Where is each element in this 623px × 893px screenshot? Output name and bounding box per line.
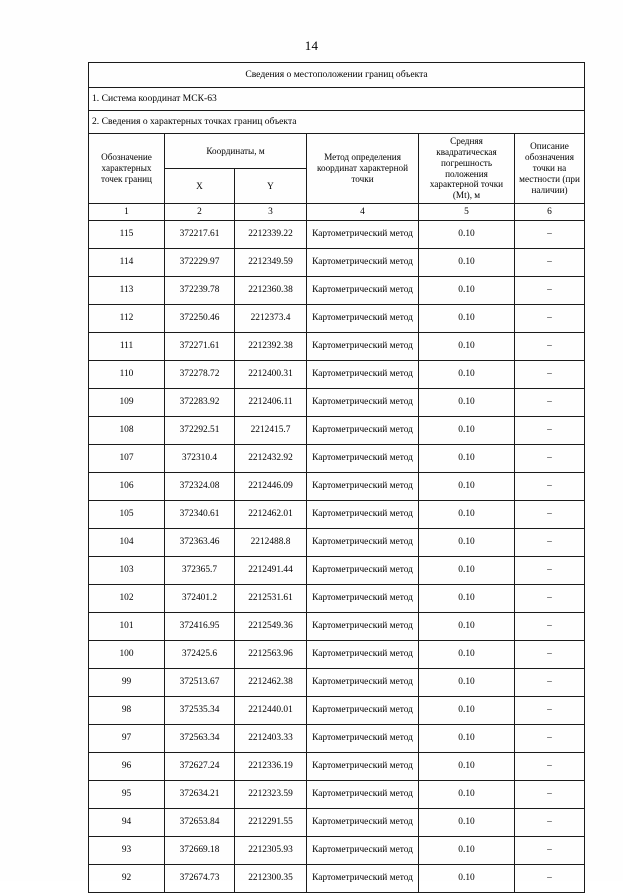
cell-mean-square-error: 0.10 (419, 389, 515, 417)
header-point-designation: Обозначение характерных точек границ (89, 134, 165, 204)
cell-mean-square-error: 0.10 (419, 445, 515, 473)
table-row (89, 249, 585, 277)
cell-coordinate-y: 2212462.01 (235, 501, 307, 529)
cell-mean-square-error: 0.10 (419, 585, 515, 613)
cell-method: Картометрический метод (307, 557, 419, 585)
characteristic-points-label: 2. Сведения о характерных точках границ объекта (89, 111, 585, 134)
cell-method: Картометрический метод (307, 529, 419, 557)
cell-mean-square-error: 0.10 (419, 221, 515, 249)
table-row (89, 837, 585, 865)
cell-coordinate-x: 372292.51 (165, 417, 235, 445)
cell-coordinate-y: 2212440.01 (235, 697, 307, 725)
table-row (89, 725, 585, 753)
cell-description: – (515, 389, 585, 417)
section-2-row (89, 111, 585, 134)
cell-method: Картометрический метод (307, 725, 419, 753)
cell-coordinate-x: 372250.46 (165, 305, 235, 333)
cell-point-designation: 95 (89, 781, 165, 809)
cell-coordinate-y: 2212339.22 (235, 221, 307, 249)
cell-point-designation: 100 (89, 641, 165, 669)
cell-mean-square-error: 0.10 (419, 333, 515, 361)
cell-coordinate-y: 2212360.38 (235, 277, 307, 305)
table-row (89, 417, 585, 445)
page-number: 14 (304, 38, 319, 53)
table-row (89, 501, 585, 529)
cell-description: – (515, 221, 585, 249)
cell-coordinate-y: 2212392.38 (235, 333, 307, 361)
cell-method: Картометрический метод (307, 389, 419, 417)
cell-point-designation: 115 (89, 221, 165, 249)
cell-method: Картометрический метод (307, 585, 419, 613)
column-number-5: 5 (419, 204, 515, 221)
cell-point-designation: 104 (89, 529, 165, 557)
cell-mean-square-error: 0.10 (419, 641, 515, 669)
cell-coordinate-x: 372283.92 (165, 389, 235, 417)
cell-description: – (515, 753, 585, 781)
cell-mean-square-error: 0.10 (419, 613, 515, 641)
cell-description: – (515, 641, 585, 669)
cell-description: – (515, 585, 585, 613)
table-row (89, 641, 585, 669)
cell-method: Картометрический метод (307, 221, 419, 249)
cell-description: – (515, 557, 585, 585)
cell-point-designation: 107 (89, 445, 165, 473)
cell-coordinate-y: 2212305.93 (235, 837, 307, 865)
cell-point-designation: 93 (89, 837, 165, 865)
cell-method: Картометрический метод (307, 865, 419, 893)
cell-mean-square-error: 0.10 (419, 557, 515, 585)
cell-coordinate-y: 2212549.36 (235, 613, 307, 641)
cell-point-designation: 96 (89, 753, 165, 781)
cell-method: Картометрический метод (307, 249, 419, 277)
cell-method: Картометрический метод (307, 781, 419, 809)
cell-method: Картометрический метод (307, 361, 419, 389)
cell-method: Картометрический метод (307, 333, 419, 361)
cell-coordinate-y: 2212531.61 (235, 585, 307, 613)
table-row (89, 389, 585, 417)
cell-coordinate-x: 372627.24 (165, 753, 235, 781)
cell-method: Картометрический метод (307, 753, 419, 781)
cell-point-designation: 92 (89, 865, 165, 893)
cell-point-designation: 102 (89, 585, 165, 613)
cell-coordinate-y: 2212415.7 (235, 417, 307, 445)
table-row (89, 613, 585, 641)
cell-point-designation: 108 (89, 417, 165, 445)
table-row (89, 361, 585, 389)
cell-mean-square-error: 0.10 (419, 697, 515, 725)
cell-coordinate-x: 372513.67 (165, 669, 235, 697)
cell-description: – (515, 809, 585, 837)
cell-coordinate-y: 2212491.44 (235, 557, 307, 585)
header-coordinate-x: X (165, 169, 235, 204)
cell-coordinate-y: 2212488.8 (235, 529, 307, 557)
cell-coordinate-y: 2212323.59 (235, 781, 307, 809)
cell-mean-square-error: 0.10 (419, 473, 515, 501)
column-number-row (89, 204, 585, 221)
cell-description: – (515, 669, 585, 697)
cell-description: – (515, 501, 585, 529)
cell-description: – (515, 865, 585, 893)
header-row-primary (89, 134, 585, 169)
cell-coordinate-y: 2212336.19 (235, 753, 307, 781)
table-row (89, 333, 585, 361)
cell-method: Картометрический метод (307, 669, 419, 697)
cell-method: Картометрический метод (307, 417, 419, 445)
cell-point-designation: 106 (89, 473, 165, 501)
cell-coordinate-x: 372363.46 (165, 529, 235, 557)
cell-method: Картометрический метод (307, 277, 419, 305)
cell-coordinate-x: 372271.61 (165, 333, 235, 361)
cell-mean-square-error: 0.10 (419, 865, 515, 893)
cell-coordinate-y: 2212446.09 (235, 473, 307, 501)
cell-method: Картометрический метод (307, 473, 419, 501)
document-title-row (89, 63, 585, 88)
cell-point-designation: 97 (89, 725, 165, 753)
cell-method: Картометрический метод (307, 641, 419, 669)
cell-mean-square-error: 0.10 (419, 249, 515, 277)
cell-mean-square-error: 0.10 (419, 753, 515, 781)
cell-description: – (515, 445, 585, 473)
cell-point-designation: 103 (89, 557, 165, 585)
table-row (89, 529, 585, 557)
cell-method: Картометрический метод (307, 837, 419, 865)
cell-mean-square-error: 0.10 (419, 529, 515, 557)
column-number-2: 2 (165, 204, 235, 221)
coordinate-system-label: 1. Система координат МСК-63 (89, 88, 585, 111)
cell-description: – (515, 725, 585, 753)
cell-coordinate-y: 2212406.11 (235, 389, 307, 417)
cell-description: – (515, 837, 585, 865)
table-row (89, 557, 585, 585)
column-number-3: 3 (235, 204, 307, 221)
column-number-4: 4 (307, 204, 419, 221)
column-number-1: 1 (89, 204, 165, 221)
cell-description: – (515, 613, 585, 641)
cell-point-designation: 101 (89, 613, 165, 641)
header-description: Описание обозначения точки на местности (при наличии) (515, 134, 585, 204)
cell-coordinate-x: 372535.34 (165, 697, 235, 725)
cell-point-designation: 99 (89, 669, 165, 697)
cell-mean-square-error: 0.10 (419, 837, 515, 865)
cell-mean-square-error: 0.10 (419, 781, 515, 809)
cell-description: – (515, 781, 585, 809)
header-coordinate-y: Y (235, 169, 307, 204)
cell-coordinate-x: 372310.4 (165, 445, 235, 473)
table-row (89, 865, 585, 893)
cell-coordinate-x: 372634.21 (165, 781, 235, 809)
cell-coordinate-x: 372340.61 (165, 501, 235, 529)
table-row (89, 809, 585, 837)
table-body (89, 63, 585, 893)
table-row (89, 781, 585, 809)
cell-description: – (515, 249, 585, 277)
table-row (89, 221, 585, 249)
table-row (89, 445, 585, 473)
header-mean-square-error: Средняя квадратическая погрешность положения характерной точки (Мt), м (419, 134, 515, 204)
table-row (89, 753, 585, 781)
cell-coordinate-y: 2212349.59 (235, 249, 307, 277)
cell-coordinate-y: 2212300.35 (235, 865, 307, 893)
column-number-6: 6 (515, 204, 585, 221)
cell-coordinate-y: 2212563.96 (235, 641, 307, 669)
cell-coordinate-y: 2212462.38 (235, 669, 307, 697)
boundary-points-table (88, 62, 585, 893)
cell-method: Картометрический метод (307, 697, 419, 725)
cell-point-designation: 110 (89, 361, 165, 389)
cell-point-designation: 94 (89, 809, 165, 837)
cell-coordinate-x: 372278.72 (165, 361, 235, 389)
cell-description: – (515, 333, 585, 361)
cell-coordinate-y: 2212400.31 (235, 361, 307, 389)
cell-coordinate-x: 372401.2 (165, 585, 235, 613)
cell-description: – (515, 417, 585, 445)
cell-description: – (515, 473, 585, 501)
cell-coordinate-x: 372669.18 (165, 837, 235, 865)
section-1-row (89, 88, 585, 111)
table-row (89, 277, 585, 305)
header-method: Метод определения координат характерной точки (307, 134, 419, 204)
cell-description: – (515, 529, 585, 557)
cell-description: – (515, 305, 585, 333)
cell-coordinate-y: 2212403.33 (235, 725, 307, 753)
header-coordinates-group: Координаты, м (165, 134, 307, 169)
cell-point-designation: 98 (89, 697, 165, 725)
cell-description: – (515, 697, 585, 725)
cell-point-designation: 105 (89, 501, 165, 529)
table-row (89, 473, 585, 501)
cell-coordinate-x: 372229.97 (165, 249, 235, 277)
cell-mean-square-error: 0.10 (419, 361, 515, 389)
cell-point-designation: 111 (89, 333, 165, 361)
cell-point-designation: 112 (89, 305, 165, 333)
cell-point-designation: 113 (89, 277, 165, 305)
cell-mean-square-error: 0.10 (419, 725, 515, 753)
cell-coordinate-y: 2212291.55 (235, 809, 307, 837)
cell-coordinate-x: 372239.78 (165, 277, 235, 305)
table-row (89, 305, 585, 333)
cell-mean-square-error: 0.10 (419, 669, 515, 697)
cell-coordinate-x: 372217.61 (165, 221, 235, 249)
cell-method: Картометрический метод (307, 445, 419, 473)
cell-method: Картометрический метод (307, 305, 419, 333)
cell-coordinate-x: 372653.84 (165, 809, 235, 837)
cell-coordinate-x: 372425.6 (165, 641, 235, 669)
cell-coordinate-x: 372563.34 (165, 725, 235, 753)
table-row (89, 697, 585, 725)
cell-point-designation: 109 (89, 389, 165, 417)
cell-coordinate-x: 372324.08 (165, 473, 235, 501)
cell-coordinate-x: 372365.7 (165, 557, 235, 585)
document-title: Сведения о местоположении границ объекта (89, 63, 585, 88)
table-row (89, 585, 585, 613)
cell-coordinate-x: 372416.95 (165, 613, 235, 641)
cell-mean-square-error: 0.10 (419, 277, 515, 305)
cell-method: Картометрический метод (307, 613, 419, 641)
cell-method: Картометрический метод (307, 501, 419, 529)
cell-point-designation: 114 (89, 249, 165, 277)
cell-mean-square-error: 0.10 (419, 501, 515, 529)
cell-method: Картометрический метод (307, 809, 419, 837)
cell-mean-square-error: 0.10 (419, 417, 515, 445)
cell-coordinate-y: 2212432.92 (235, 445, 307, 473)
cell-mean-square-error: 0.10 (419, 809, 515, 837)
cell-mean-square-error: 0.10 (419, 305, 515, 333)
cell-coordinate-x: 372674.73 (165, 865, 235, 893)
table-row (89, 669, 585, 697)
cell-coordinate-y: 2212373.4 (235, 305, 307, 333)
cell-description: – (515, 277, 585, 305)
cell-description: – (515, 361, 585, 389)
